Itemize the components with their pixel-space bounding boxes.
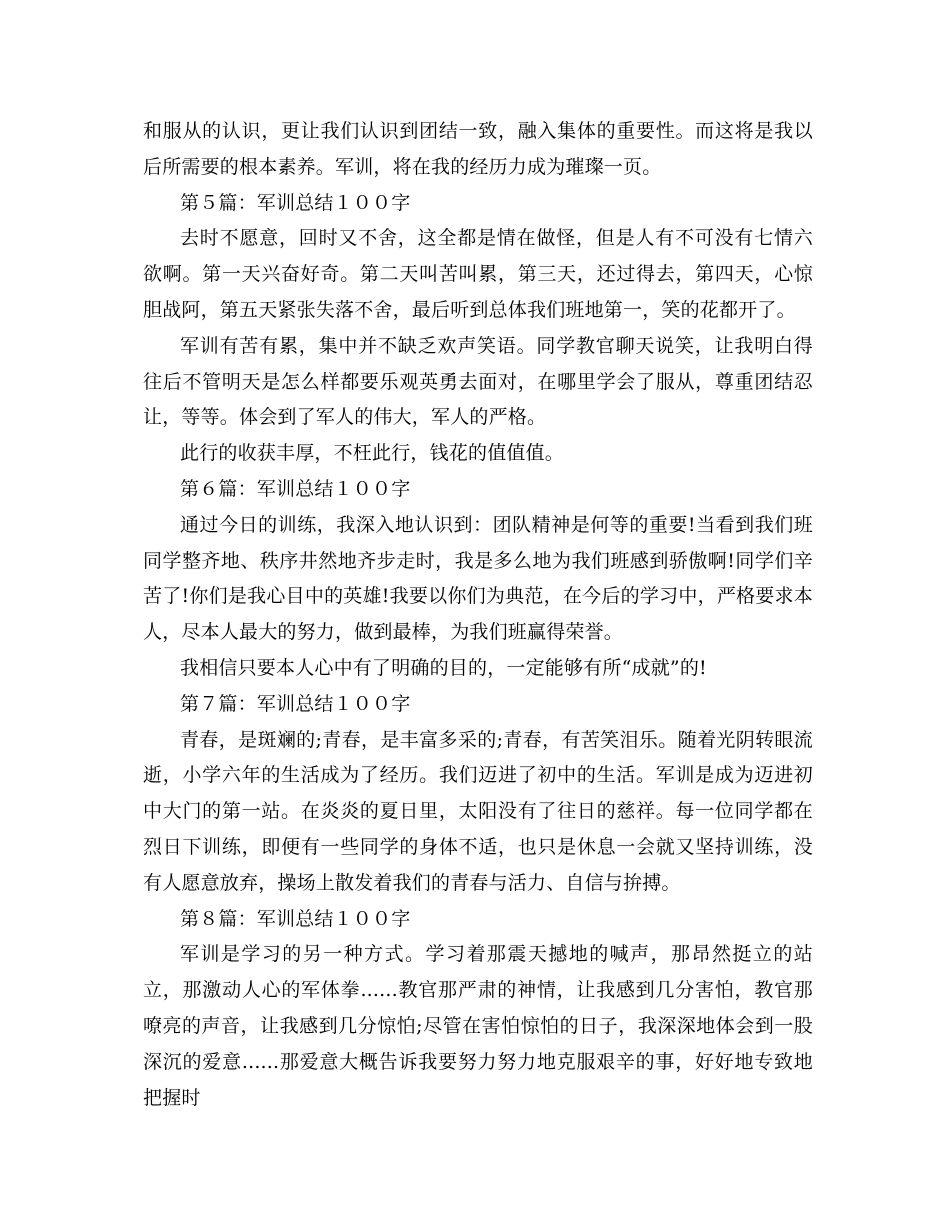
paragraph: 军训有苦有累，集中并不缺乏欢声笑语。同学教官聊天说笑，让我明白得往后不管明天是怎么样都要乐观英勇去面对，在哪里学会了服从，尊重团结忍让，等等。体会到了军人的伟大，军人的严格。: [143, 334, 813, 429]
section-heading-8: 第８篇：军训总结１００字: [180, 907, 411, 930]
paragraph: 青春，是斑斓的;青春，是丰富多采的;青春，有苦笑泪乐。随着光阴转眼流逝，小学六年的生活成为了经历。我们迈进了初中的生活。军训是成为迈进初中大门的第一站。在炎炎的夏日里，太阳没有了往日的慈祥。每一位同学都在烈日下训练，即便有一些同学的身体不适，也只是休息一会就又坚持训练，没有人愿意放弃，操场上散发着我们的青春与活力、自信与拚搏。: [143, 728, 813, 894]
paragraph: 此行的收获丰厚，不枉此行，钱花的值值值。: [180, 442, 565, 465]
paragraph: 去时不愿意，回时又不舍，这全都是情在做怪，但是人有不可没有七情六欲啊。第一天兴奋好奇。第二天叫苦叫累，第三天，还过得去，第四天，心惊胆战阿，第五天紧张失落不舍，最后听到总体我们班地第一，笑的花都开了。: [143, 227, 813, 321]
section-heading-7: 第７篇：军训总结１００字: [180, 692, 411, 715]
paragraph: 我相信只要本人心中有了明确的目的，一定能够有所“成就”的!: [180, 656, 707, 679]
paragraph: 军训是学习的另一种方式。学习着那震天撼地的喊声，那昂然挺立的站立，那激动人心的军体拳......教官那严肃的神情，让我感到几分害怕，教官那嘹亮的声音，让我感到几分惊怕;尽管在害怕惊怕的日子，我深深地体会到一股深沉的爱意......那爱意大概告诉我要努力努力地克服艰辛的事，好好地专致地把握时: [143, 943, 813, 1109]
paragraph-continuation: 和服从的认识，更让我们认识到团结一致，融入集体的重要性。而这将是我以后所需要的根本素养。军训，将在我的经历力成为璀璨一页。: [143, 120, 813, 178]
document-body: [143, 114, 813, 1116]
section-heading-6: 第６篇：军训总结１００字: [180, 477, 411, 500]
paragraph: 通过今日的训练，我深入地认识到：团队精神是何等的重要!当看到我们班同学整齐地、秩序井然地齐步走时，我是多么地为我们班感到骄傲啊!同学们辛苦了!你们是我心目中的英雄!我要以你们为典范，在今后的学习中，严格要求本人，尽本人最大的努力，做到最棒，为我们班赢得荣誉。: [143, 513, 813, 644]
section-heading-5: 第５篇：军训总结１００字: [180, 191, 411, 214]
